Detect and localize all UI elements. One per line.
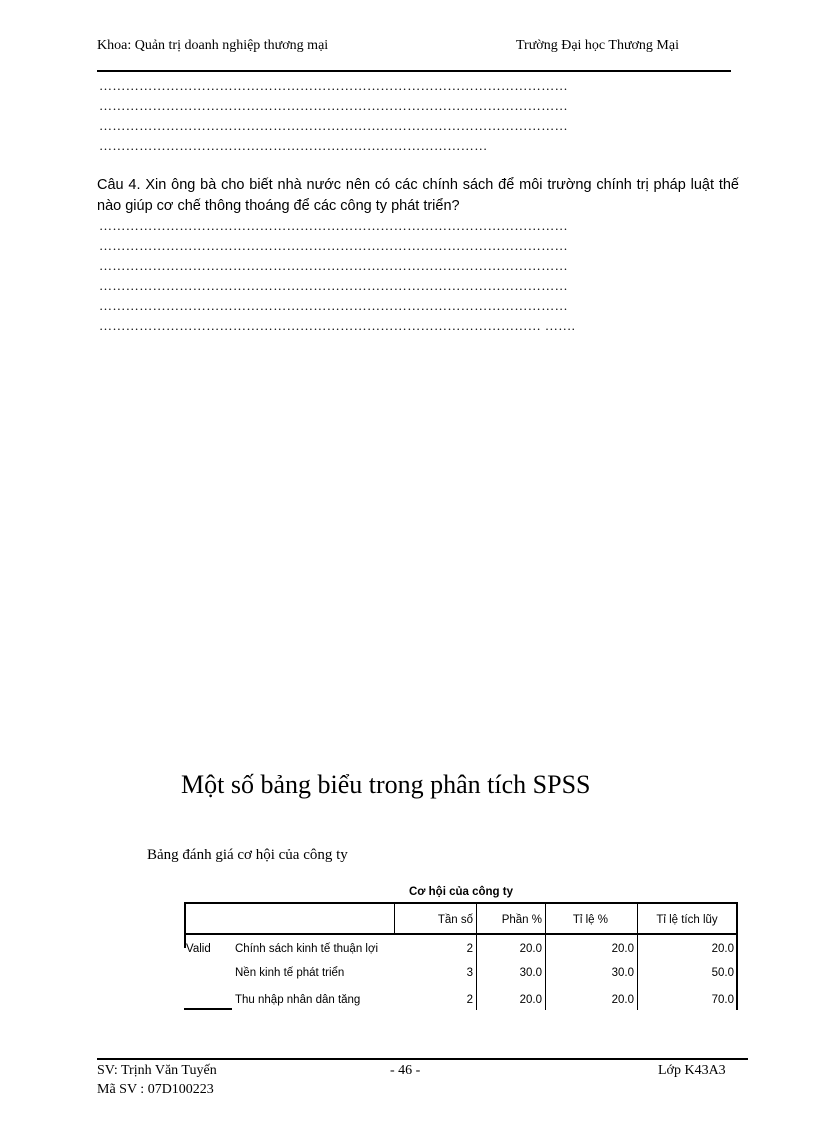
row-label: Thu nhập nhân dân tăng (235, 994, 361, 1006)
answer-line: …………………………………………………………………………………………… (99, 118, 568, 133)
group-label: Valid (186, 943, 211, 955)
answer-line: …………………………………………………………………………………………… (99, 218, 568, 233)
row-valid-percent: 20.0 (611, 994, 634, 1006)
row-frequency: 2 (466, 994, 473, 1006)
table-left-border (184, 902, 186, 948)
table-top-border (184, 902, 738, 904)
table-col-divider (637, 902, 638, 1010)
answer-line: …………………………………………………………………………………………… (99, 238, 568, 253)
table-col-divider (394, 902, 395, 935)
header-cumulative-percent: Tỉ lệ tích lũy (656, 914, 718, 926)
row-label: Chính sách kinh tế thuận lợi (235, 943, 379, 955)
header-percent: Phần % (501, 914, 542, 926)
row-label: Nền kinh tế phát triển (235, 967, 345, 979)
answer-line: …………………………………………………………………………………………… (99, 98, 568, 113)
table-title: Cơ hội của công ty (408, 886, 514, 898)
table-header-border (184, 933, 738, 935)
row-frequency: 2 (466, 943, 473, 955)
row-percent: 20.0 (519, 943, 542, 955)
answer-line: …………………………………………………………………………… (99, 138, 488, 153)
header-divider (97, 70, 731, 72)
question-4: Câu 4. Xin ông bà cho biết nhà nước nên có các chính sách để môi trường chính trị pháp luật thế nào giúp cơ chế thông thoáng để các công ty phát triển? (97, 177, 739, 214)
footer-class: Lớp K43A3 (658, 1063, 726, 1078)
header-university: Trường Đại học Thương Mại (516, 38, 679, 53)
row-valid-percent: 20.0 (611, 943, 634, 955)
row-cumulative-percent: 50.0 (711, 967, 734, 979)
row-frequency: 3 (466, 967, 473, 979)
header-valid-percent: Tỉ lệ % (572, 914, 608, 926)
footer-student-name: SV: Trịnh Văn Tuyến (97, 1063, 217, 1078)
header-faculty: Khoa: Quản trị doanh nghiệp thương mại (97, 38, 329, 53)
spss-table (184, 902, 738, 1010)
answer-line: ……………………………………………………………………………………… ……. (99, 318, 576, 333)
section-subtitle: Bảng đánh giá cơ hội của công ty (147, 847, 348, 863)
row-cumulative-percent: 70.0 (711, 994, 734, 1006)
table-col-divider (545, 902, 546, 1010)
table-col-divider (476, 902, 477, 1010)
row-valid-percent: 30.0 (611, 967, 634, 979)
header-frequency: Tần số (437, 914, 473, 926)
answer-line: …………………………………………………………………………………………… (99, 78, 568, 93)
row-cumulative-percent: 20.0 (711, 943, 734, 955)
table-right-border (736, 902, 738, 1010)
row-percent: 30.0 (519, 967, 542, 979)
table-bottom-border (184, 1008, 232, 1010)
footer-page-number: - 46 - (390, 1063, 421, 1078)
section-title: Một số bảng biểu trong phân tích SPSS (181, 770, 591, 799)
answer-line: …………………………………………………………………………………………… (99, 258, 568, 273)
answer-line: …………………………………………………………………………………………… (99, 278, 568, 293)
answer-line: …………………………………………………………………………………………… (99, 298, 568, 313)
footer-divider (97, 1058, 748, 1060)
row-percent: 20.0 (519, 994, 542, 1006)
footer-student-id: Mã SV : 07D100223 (97, 1082, 214, 1097)
